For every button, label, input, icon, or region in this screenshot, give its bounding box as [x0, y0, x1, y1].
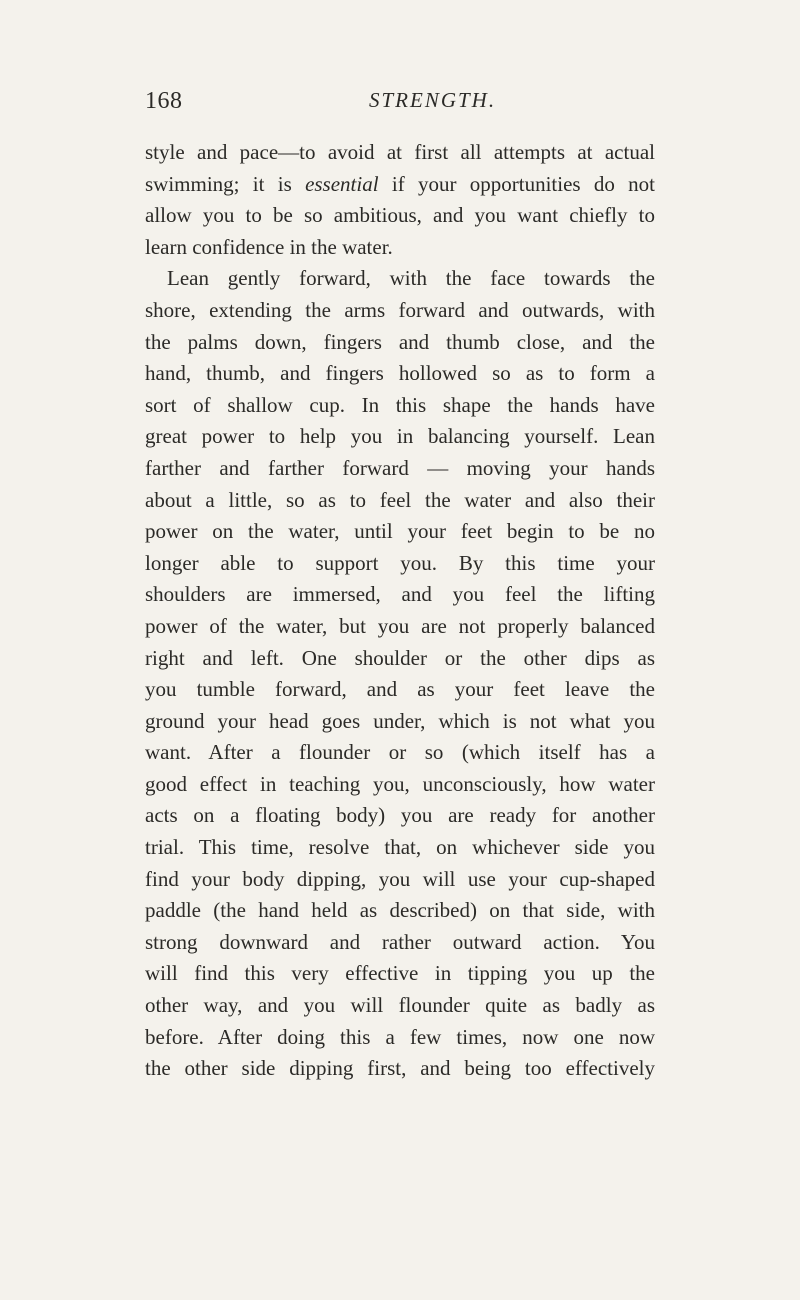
text-line: great power to help you in balancing yourself. Lean — [145, 424, 655, 449]
text-line: about a little, so as to feel the water and also their — [145, 487, 655, 512]
page-header — [145, 88, 655, 122]
text-line: power on the water, until your feet begin to be no — [145, 519, 655, 544]
page-number: 168 — [145, 88, 183, 114]
text-line: farther and farther forward — moving your hands — [145, 455, 655, 480]
text-line — [145, 169, 655, 201]
text-line: Lean gently forward, with the face towards the — [167, 266, 655, 291]
text-line: learn confidence in the water. — [145, 234, 393, 259]
text-line: power of the water, but you are not properly balanced — [145, 613, 655, 638]
text-line: sort of shallow cup. In this shape the hands have — [145, 392, 655, 417]
text-line: trial. This time, resolve that, on whichever side you — [145, 835, 655, 860]
text-line: longer able to support you. By this time your — [145, 550, 655, 575]
text-line: will find this very effective in tipping you up the — [145, 961, 655, 986]
text-line: good effect in teaching you, unconsciously, how water — [145, 771, 655, 796]
text-line: shoulders are immersed, and you feel the lifting — [145, 582, 655, 607]
text-line: ground your head goes under, which is not what you — [145, 708, 655, 733]
text-line: right and left. One shoulder or the other dips as — [145, 645, 655, 670]
text-line: strong downward and rather outward action. You — [145, 929, 655, 954]
text-line: you tumble forward, and as your feet leave the — [145, 677, 655, 702]
text-line: style and pace—to avoid at first all attempts at actual — [145, 140, 655, 164]
text-line: the palms down, fingers and thumb close, and the — [145, 329, 655, 354]
text-line-part: swimming; it is — [145, 171, 306, 196]
body-text — [145, 137, 655, 1085]
text-line: the other side dipping first, and being too effectively — [145, 1056, 655, 1081]
emphasized-word: essential — [305, 171, 379, 196]
running-head: STRENGTH. — [369, 88, 497, 112]
text-line: find your body dipping, you will use your cup-shaped — [145, 866, 655, 891]
text-line: paddle (the hand held as described) on that side, with — [145, 898, 655, 923]
text-line: want. After a flounder or so (which itself has a — [145, 740, 655, 765]
text-line: hand, thumb, and fingers hollowed so as to form a — [145, 361, 655, 386]
text-line: before. After doing this a few times, now one now — [145, 1024, 655, 1049]
text-line: other way, and you will flounder quite as badly as — [145, 993, 655, 1018]
text-line: acts on a floating body) you are ready for another — [145, 803, 655, 828]
text-line-part: if your opportunities do not — [378, 171, 655, 196]
text-line: allow you to be so ambitious, and you want chiefly to — [145, 203, 655, 228]
text-line: shore, extending the arms forward and outwards, with — [145, 297, 655, 322]
